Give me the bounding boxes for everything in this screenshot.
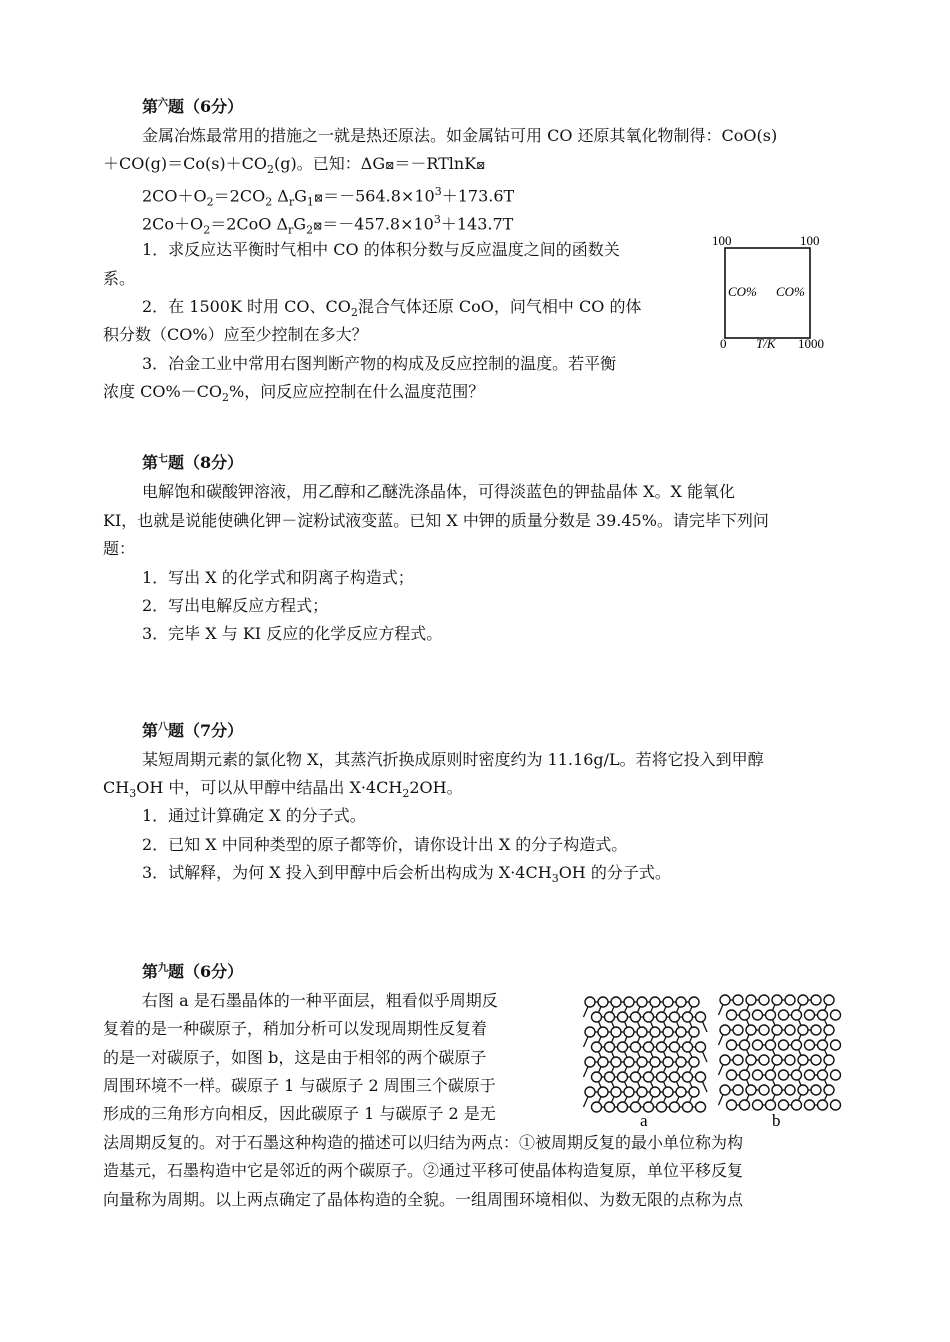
carbon-atom bbox=[772, 1085, 782, 1095]
carbon-atom bbox=[624, 1087, 634, 1097]
carbon-atom bbox=[720, 1085, 730, 1095]
carbon-atom bbox=[759, 1085, 769, 1095]
carbon-atom bbox=[598, 1027, 608, 1037]
carbon-atom bbox=[637, 1087, 647, 1097]
carbon-atom bbox=[605, 1042, 615, 1052]
carbon-atom bbox=[753, 1010, 763, 1020]
carbon-atom bbox=[740, 1040, 750, 1050]
carbon-atom bbox=[831, 1100, 841, 1110]
carbon-atom bbox=[805, 1010, 815, 1020]
carbon-atom bbox=[759, 995, 769, 1005]
carbon-atom bbox=[798, 1025, 808, 1035]
carbon-atom bbox=[598, 1087, 608, 1097]
fig-top-right: 100 bbox=[800, 233, 820, 248]
carbon-atom bbox=[766, 1100, 776, 1110]
q6-sub-question-1: 1．求反应达平衡时气相中 CO 的体积分数与反应温度之间的函数关 bbox=[142, 240, 620, 259]
carbon-atom bbox=[585, 1087, 595, 1097]
carbon-atom bbox=[811, 1025, 821, 1035]
q7-sub-question-3: 3．完毕 X 与 KI 反应的化学反应方程式。 bbox=[142, 624, 443, 643]
carbon-atom bbox=[592, 1072, 602, 1082]
carbon-atom bbox=[683, 1102, 693, 1112]
carbon-atom bbox=[663, 1027, 673, 1037]
carbon-atom bbox=[657, 1072, 667, 1082]
carbon-atom bbox=[624, 997, 634, 1007]
carbon-atom bbox=[727, 1100, 737, 1110]
carbon-atom bbox=[598, 1057, 608, 1067]
carbon-atom bbox=[785, 1055, 795, 1065]
carbon-atom bbox=[766, 1040, 776, 1050]
carbon-atom bbox=[676, 997, 686, 1007]
carbon-atom bbox=[670, 1012, 680, 1022]
carbon-atom bbox=[792, 1010, 802, 1020]
graphite-layer-b bbox=[719, 995, 841, 1110]
carbon-atom bbox=[598, 997, 608, 1007]
fig-label-a: a bbox=[640, 1111, 648, 1130]
carbon-atom bbox=[657, 1012, 667, 1022]
carbon-atom bbox=[792, 1040, 802, 1050]
carbon-atom bbox=[631, 1012, 641, 1022]
carbon-atom bbox=[696, 1012, 706, 1022]
q9-line3: 的是一对碳原子，如图 b，这是由于相邻的两个碳原子 bbox=[103, 1048, 487, 1067]
q8-sub-question-3: 3．试解释，为何 X 投入到甲醇中后会析出构成为 $X\cdot 4CH_3OH$ 的分子式。 bbox=[142, 863, 671, 886]
carbon-atom bbox=[727, 1040, 737, 1050]
carbon-atom bbox=[670, 1072, 680, 1082]
carbon-atom bbox=[733, 1055, 743, 1065]
carbon-atom bbox=[683, 1072, 693, 1082]
carbon-atom bbox=[605, 1102, 615, 1112]
q9-line6: 法周期反复的。对于石墨这种构造的描述可以归结为两点：①被周期反复的最小单位称为构 bbox=[103, 1133, 744, 1152]
carbon-atom bbox=[766, 1010, 776, 1020]
carbon-atom bbox=[631, 1042, 641, 1052]
carbon-atom bbox=[585, 1027, 595, 1037]
carbon-atom bbox=[785, 995, 795, 1005]
carbon-atom bbox=[644, 1072, 654, 1082]
carbon-atom bbox=[805, 1070, 815, 1080]
carbon-atom bbox=[831, 1040, 841, 1050]
carbon-atom bbox=[663, 997, 673, 1007]
carbon-atom bbox=[618, 1072, 628, 1082]
carbon-atom bbox=[689, 997, 699, 1007]
carbon-atom bbox=[676, 1087, 686, 1097]
carbon-atom bbox=[670, 1102, 680, 1112]
q7-sub-question-2: 2．写出电解反应方程式； bbox=[142, 596, 329, 615]
carbon-atom bbox=[585, 997, 595, 1007]
carbon-atom bbox=[618, 1102, 628, 1112]
q6-title: 第$^六$题（6分） bbox=[142, 97, 244, 116]
carbon-atom bbox=[785, 1085, 795, 1095]
q7-intro-line3: 题： bbox=[103, 539, 136, 558]
carbon-atom bbox=[733, 1085, 743, 1095]
carbon-atom bbox=[683, 1042, 693, 1052]
carbon-atom bbox=[592, 1012, 602, 1022]
fig-label-b: b bbox=[772, 1111, 781, 1130]
carbon-atom bbox=[824, 1055, 834, 1065]
carbon-atom bbox=[644, 1042, 654, 1052]
q7-title: 第$^七$题（8分） bbox=[142, 453, 244, 472]
q6-intro-line1: 金属冶炼最常用的措施之一就是热还原法。如金属钴可用 CO 还原其氧化物制得：CoO(s) bbox=[142, 126, 778, 145]
carbon-atom bbox=[740, 1010, 750, 1020]
q9-line7: 造基元，石墨构造中它是邻近的两个碳原子。②通过平移可使晶体构造复原，单位平移反复 bbox=[103, 1161, 744, 1180]
carbon-atom bbox=[696, 1102, 706, 1112]
fig-right-label: CO% bbox=[776, 284, 805, 299]
carbon-atom bbox=[631, 1102, 641, 1112]
q9-line1: 右图 a 是石墨晶体的一种平面层，粗看似乎周期反 bbox=[142, 991, 498, 1010]
carbon-atom bbox=[759, 1055, 769, 1065]
carbon-atom bbox=[772, 1025, 782, 1035]
carbon-atom bbox=[753, 1070, 763, 1080]
carbon-atom bbox=[611, 997, 621, 1007]
carbon-atom bbox=[824, 1085, 834, 1095]
carbon-atom bbox=[824, 1025, 834, 1035]
carbon-atom bbox=[733, 1025, 743, 1035]
fig-bottom-mid: T/K bbox=[756, 336, 776, 351]
q9-line8: 向量称为周期。以上两点确定了晶体构造的全貌。一组周围环境相似、为数无限的点称为点 bbox=[103, 1190, 744, 1209]
carbon-atom bbox=[792, 1100, 802, 1110]
carbon-atom bbox=[650, 1087, 660, 1097]
carbon-atom bbox=[585, 1057, 595, 1067]
carbon-atom bbox=[720, 995, 730, 1005]
fig-top-left: 100 bbox=[712, 233, 732, 248]
q6-sub-question-2: 2．在 1500K 时用 CO、$CO_2$混合气体还原 CoO，问气相中 CO 的体 bbox=[142, 297, 642, 320]
carbon-atom bbox=[818, 1010, 828, 1020]
carbon-atom bbox=[663, 1087, 673, 1097]
carbon-atom bbox=[740, 1100, 750, 1110]
carbon-atom bbox=[618, 1012, 628, 1022]
carbon-atom bbox=[779, 1040, 789, 1050]
carbon-atom bbox=[779, 1100, 789, 1110]
carbon-atom bbox=[811, 1055, 821, 1065]
carbon-atom bbox=[689, 1027, 699, 1037]
carbon-atom bbox=[696, 1042, 706, 1052]
carbon-atom bbox=[670, 1042, 680, 1052]
carbon-atom bbox=[798, 1085, 808, 1095]
carbon-atom bbox=[624, 1057, 634, 1067]
carbon-atom bbox=[785, 1025, 795, 1035]
q9-title: 第$^九$题（6分） bbox=[142, 962, 244, 981]
q6-sub-question-1-cont: 系。 bbox=[103, 269, 136, 288]
carbon-atom bbox=[676, 1027, 686, 1037]
q6-sub-question-3: 3．冶金工业中常用右图判断产物的构成及反应控制的温度。若平衡 bbox=[142, 354, 617, 373]
carbon-atom bbox=[733, 995, 743, 1005]
q8-intro-line1: 某短周期元素的氯化物 X，其蒸汽折换成原则时密度约为 11.16g/L。若将它投入到甲醇 bbox=[142, 750, 764, 769]
carbon-atom bbox=[720, 1055, 730, 1065]
carbon-atom bbox=[650, 1057, 660, 1067]
carbon-atom bbox=[805, 1100, 815, 1110]
carbon-atom bbox=[637, 1057, 647, 1067]
carbon-atom bbox=[824, 995, 834, 1005]
carbon-atom bbox=[657, 1042, 667, 1052]
carbon-atom bbox=[663, 1057, 673, 1067]
q8-title: 第$^八$题（7分） bbox=[142, 721, 244, 740]
q6-equation-1: $2CO+O_2=2CO_2$ $\Delta_rG_1⊠=-564.8\times 10^3+173.6T$ bbox=[142, 185, 515, 209]
q6-sub-question-2-cont: 积分数（CO%）应至少控制在多大？ bbox=[103, 325, 368, 344]
carbon-atom bbox=[818, 1100, 828, 1110]
q9-line2: 复着的是一种碳原子，稍加分析可以发现周期性反复着 bbox=[103, 1019, 488, 1038]
q7-intro-line1: 电解饱和碳酸钾溶液，用乙醇和乙醚洗涤晶体，可得淡蓝色的钾盐晶体 X。X 能氧化 bbox=[142, 482, 735, 501]
carbon-atom bbox=[611, 1087, 621, 1097]
carbon-atom bbox=[592, 1102, 602, 1112]
carbon-atom bbox=[746, 1055, 756, 1065]
carbon-atom bbox=[689, 1087, 699, 1097]
carbon-atom bbox=[831, 1070, 841, 1080]
carbon-atom bbox=[676, 1057, 686, 1067]
carbon-atom bbox=[753, 1040, 763, 1050]
q6-sub-question-3-cont: 浓度 $CO\%-CO_2\%$，问反应应控制在什么温度范围？ bbox=[103, 382, 485, 405]
carbon-atom bbox=[746, 1085, 756, 1095]
q7-sub-question-1: 1．写出 X 的化学式和阴离子构造式； bbox=[142, 568, 414, 587]
graphite-layer-a bbox=[584, 997, 708, 1112]
carbon-atom bbox=[831, 1010, 841, 1020]
carbon-atom bbox=[753, 1100, 763, 1110]
fig-bottom-right: 1000 bbox=[798, 336, 824, 351]
carbon-atom bbox=[792, 1070, 802, 1080]
carbon-atom bbox=[650, 997, 660, 1007]
carbon-atom bbox=[798, 1055, 808, 1065]
carbon-atom bbox=[624, 1027, 634, 1037]
carbon-atom bbox=[644, 1012, 654, 1022]
carbon-atom bbox=[798, 995, 808, 1005]
carbon-atom bbox=[657, 1102, 667, 1112]
q6-phase-figure bbox=[700, 232, 840, 352]
carbon-atom bbox=[746, 1025, 756, 1035]
carbon-atom bbox=[611, 1027, 621, 1037]
carbon-atom bbox=[766, 1070, 776, 1080]
q8-sub-question-1: 1．通过计算确定 X 的分子式。 bbox=[142, 806, 366, 825]
carbon-atom bbox=[631, 1072, 641, 1082]
carbon-atom bbox=[772, 1055, 782, 1065]
carbon-atom bbox=[618, 1042, 628, 1052]
carbon-atom bbox=[811, 1085, 821, 1095]
carbon-atom bbox=[720, 1025, 730, 1035]
carbon-atom bbox=[683, 1012, 693, 1022]
carbon-atom bbox=[740, 1070, 750, 1080]
q9-line4: 周围环境不一样。碳原子 1 与碳原子 2 周围三个碳原于 bbox=[103, 1076, 496, 1095]
fig-left-label: CO% bbox=[728, 284, 757, 299]
carbon-atom bbox=[727, 1010, 737, 1020]
carbon-atom bbox=[727, 1070, 737, 1080]
carbon-atom bbox=[592, 1042, 602, 1052]
carbon-atom bbox=[805, 1040, 815, 1050]
carbon-atom bbox=[818, 1040, 828, 1050]
carbon-atom bbox=[772, 995, 782, 1005]
carbon-atom bbox=[779, 1010, 789, 1020]
carbon-atom bbox=[689, 1057, 699, 1067]
carbon-atom bbox=[811, 995, 821, 1005]
q8-sub-question-2: 2．已知 X 中同种类型的原子都等价，请你设计出 X 的分子构造式。 bbox=[142, 835, 628, 854]
q7-intro-line2: KI，也就是说能使碘化钾－淀粉试液变蓝。已知 X 中钾的质量分数是 39.45%。请完毕下列问 bbox=[103, 511, 769, 530]
carbon-atom bbox=[818, 1070, 828, 1080]
carbon-atom bbox=[637, 997, 647, 1007]
q6-equation-2: $2Co+O_2=2CoO$ $\Delta_rG_2⊠=-457.8\times 10^3+143.7T$ bbox=[142, 213, 514, 237]
q6-intro-line2: $+CO(g)=Co(s)+CO_2(g)$。已知：ΔG⊠＝－RTlnK⊠ bbox=[103, 154, 486, 177]
carbon-atom bbox=[637, 1027, 647, 1037]
carbon-atom bbox=[779, 1070, 789, 1080]
carbon-atom bbox=[605, 1072, 615, 1082]
q8-intro-line2: $CH_3OH$ 中，可以从甲醇中结晶出 $X\cdot 4CH_22OH$。 bbox=[103, 778, 463, 801]
carbon-atom bbox=[759, 1025, 769, 1035]
q9-line5: 形成的三角形方向相反，因此碳原子 1 与碳原子 2 是无 bbox=[103, 1104, 496, 1123]
carbon-atom bbox=[605, 1012, 615, 1022]
fig-bottom-left: 0 bbox=[720, 336, 727, 351]
carbon-atom bbox=[696, 1072, 706, 1082]
carbon-atom bbox=[746, 995, 756, 1005]
carbon-atom bbox=[650, 1027, 660, 1037]
carbon-atom bbox=[611, 1057, 621, 1067]
graphite-figure bbox=[580, 990, 842, 1130]
